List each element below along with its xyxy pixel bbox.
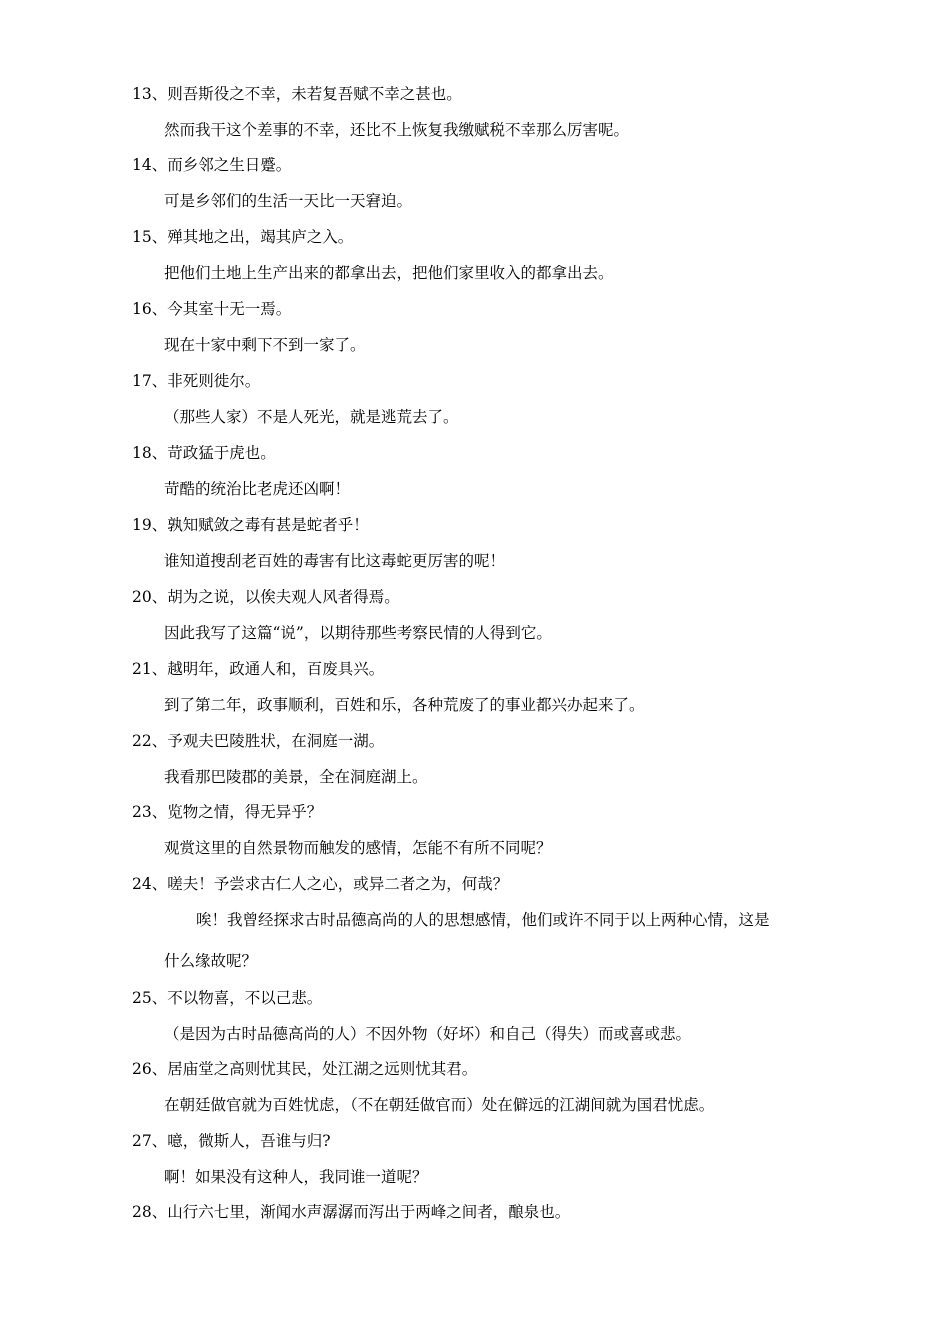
- source-sentence-24: 24、嗟夫！予尝求古仁人之心，或异二者之为，何哉？: [132, 875, 509, 893]
- source-sentence-13: 13、则吾斯役之不幸，未若复吾赋不幸之甚也。: [132, 85, 462, 103]
- source-sentence-14: 14、而乡邻之生日蹙。: [132, 156, 292, 174]
- translation-26: 在朝廷做官就为百姓忧虑，（不在朝廷做官而）处在僻远的江湖间就为国君忧虑。: [164, 1096, 715, 1114]
- translation-16: 现在十家中剩下不到一家了。: [164, 336, 366, 354]
- translation-27: 啊！如果没有这种人，我同谁一道呢？: [164, 1168, 428, 1186]
- source-sentence-23: 23、览物之情，得无异乎？: [132, 803, 323, 821]
- source-sentence-27: 27、噫，微斯人，吾谁与归?: [132, 1132, 331, 1150]
- source-sentence-17: 17、非死则徙尔。: [132, 372, 261, 390]
- source-sentence-20: 20、胡为之说，以俟夫观人风者得焉。: [132, 588, 400, 606]
- source-sentence-26: 26、居庙堂之高则忧其民，处江湖之远则忧其君。: [132, 1060, 478, 1078]
- translation-19: 谁知道搜刮老百姓的毒害有比这毒蛇更厉害的呢！: [164, 552, 506, 570]
- translation-25: （是因为古时品德高尚的人）不因外物（好坏）和自己（得失）而或喜或悲。: [164, 1025, 692, 1043]
- translation-24-continued: 什么缘故呢？: [164, 952, 258, 970]
- translation-17: （那些人家）不是人死光，就是逃荒去了。: [164, 408, 459, 426]
- translation-24: 唉！我曾经探求古时品德高尚的人的思想感情，他们或许不同于以上两种心情，这是: [196, 911, 770, 929]
- translation-22: 我看那巴陵郡的美景，全在洞庭湖上。: [164, 768, 428, 786]
- translation-13: 然而我干这个差事的不幸，还比不上恢复我缴赋税不幸那么厉害呢。: [164, 121, 630, 139]
- translation-18: 苛酷的统治比老虎还凶啊！: [164, 480, 351, 498]
- translation-20: 因此我写了这篇“说”，以期待那些考察民情的人得到它。: [164, 624, 552, 642]
- source-sentence-21: 21、越明年，政通人和，百废具兴。: [132, 660, 385, 678]
- source-sentence-28: 28、山行六七里，渐闻水声潺潺而泻出于两峰之间者，酿泉也。: [132, 1203, 571, 1221]
- source-sentence-22: 22、予观夫巴陵胜状，在洞庭一湖。: [132, 732, 385, 750]
- source-sentence-18: 18、苛政猛于虎也。: [132, 444, 276, 462]
- source-sentence-25: 25、不以物喜，不以己悲。: [132, 989, 323, 1007]
- source-sentence-15: 15、殚其地之出，竭其庐之入。: [132, 228, 354, 246]
- source-sentence-16: 16、今其室十无一焉。: [132, 300, 292, 318]
- source-sentence-19: 19、孰知赋敛之毒有甚是蛇者乎！: [132, 516, 369, 534]
- translation-14: 可是乡邻们的生活一天比一天窘迫。: [164, 192, 413, 210]
- translation-15: 把他们土地上生产出来的都拿出去，把他们家里收入的都拿出去。: [164, 264, 614, 282]
- translation-23: 观赏这里的自然景物而触发的感情，怎能不有所不同呢？: [164, 839, 552, 857]
- translation-21: 到了第二年，政事顺利，百姓和乐，各种荒废了的事业都兴办起来了。: [164, 696, 645, 714]
